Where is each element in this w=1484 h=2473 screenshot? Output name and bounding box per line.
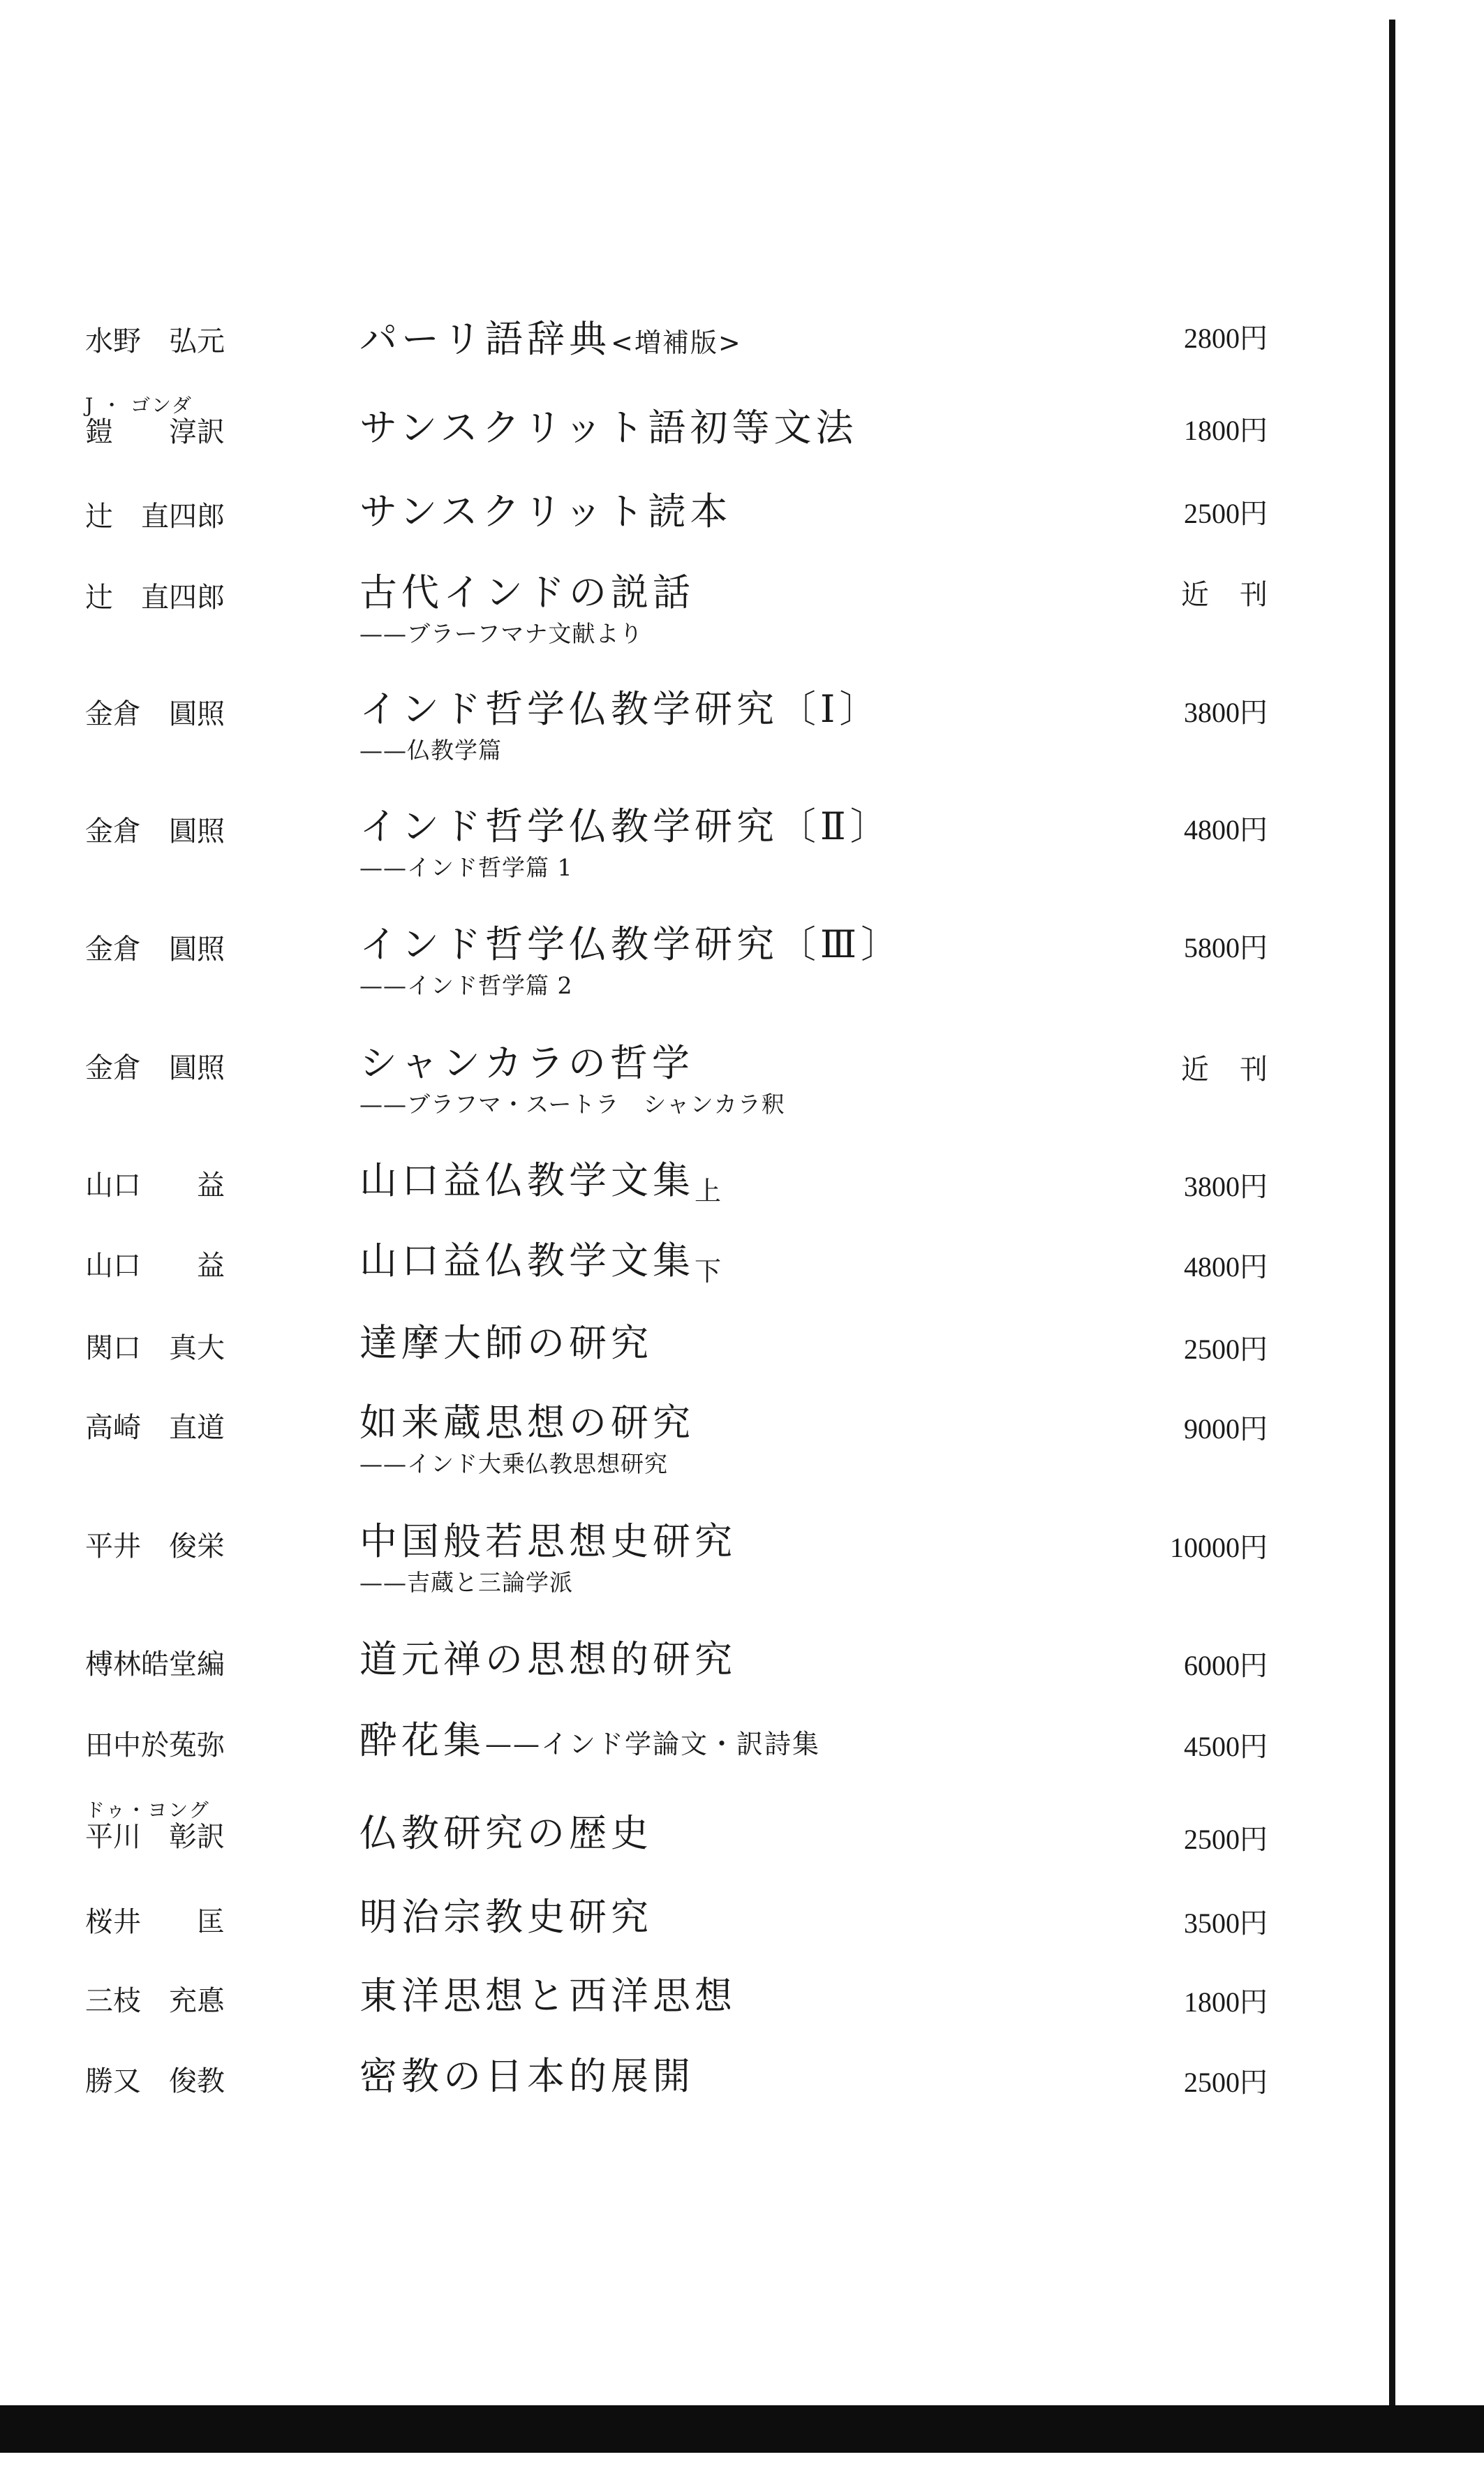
author-ruby: ドゥ・ヨング [85, 1799, 210, 1822]
price: 2500円 [1184, 1824, 1268, 1855]
author: 金倉 圓照 [85, 1052, 225, 1084]
book-title-suffix: ——インド学論文・訳詩集 [485, 1729, 821, 1759]
book-subtitle: ——インド大乗仏教思想研究 [359, 1450, 668, 1477]
author: 鎧 淳訳 [85, 416, 225, 448]
book-title: インド哲学仏教学研究〔Ⅰ〕 [359, 687, 882, 731]
price: 5800円 [1184, 932, 1268, 964]
price: 4500円 [1184, 1731, 1268, 1762]
book-title-suffix: <増補版> [611, 327, 742, 358]
price: 3800円 [1184, 1171, 1268, 1202]
price: 2500円 [1184, 2067, 1268, 2098]
book-title [359, 1159, 722, 1206]
author: 辻 直四郎 [85, 501, 225, 533]
author: 高崎 直道 [85, 1412, 225, 1444]
author: 勝又 俊教 [85, 2065, 225, 2097]
book-title: 東洋思想と西洋思想 [359, 1974, 736, 2018]
price: 2500円 [1184, 498, 1268, 529]
book-title-text: 山口益仏教学文集 [359, 1158, 695, 1202]
book-title: 中国般若思想史研究 [359, 1519, 736, 1563]
book-title: シャンカラの哲学 [359, 1041, 694, 1085]
book-title-text: 山口益仏教学文集 [359, 1239, 695, 1283]
volume-label: 下 [695, 1256, 723, 1287]
book-subtitle: ——ブラフマ・スートラ シャンカラ釈 [359, 1091, 785, 1118]
price: 4800円 [1184, 814, 1268, 846]
price: 2500円 [1184, 1334, 1268, 1365]
book-subtitle: ——仏教学篇 [359, 737, 502, 764]
book-title-text: パーリ語辞典 [359, 317, 611, 361]
price: 10000円 [1170, 1532, 1268, 1563]
book-title [359, 1719, 820, 1766]
book-subtitle: ——吉蔵と三論学派 [359, 1569, 573, 1596]
price: 近刊 [1181, 1054, 1298, 1085]
book-title [359, 318, 742, 364]
price: 3800円 [1184, 697, 1268, 728]
author: 田中於菟弥 [85, 1729, 225, 1762]
author: 三枝 充悳 [85, 1985, 225, 2017]
author: 金倉 圓照 [85, 698, 225, 730]
book-subtitle: ——インド哲学篇 2 [359, 972, 573, 999]
author: 榑林皓堂編 [85, 1648, 225, 1681]
book-title: インド哲学仏教学研究〔Ⅲ〕 [359, 922, 903, 966]
price: 9000円 [1184, 1413, 1268, 1445]
author: 金倉 圓照 [85, 933, 225, 966]
author: 平川 彰訳 [85, 1821, 225, 1853]
author: 金倉 圓照 [85, 815, 225, 848]
book-title: 明治宗教史研究 [359, 1895, 653, 1939]
book-title: 道元禅の思想的研究 [359, 1637, 736, 1681]
book-title: サンスクリット語初等文法 [359, 406, 858, 450]
price: 3500円 [1184, 1907, 1268, 1939]
book-title: 如来蔵思想の研究 [359, 1401, 695, 1445]
price: 近刊 [1181, 579, 1298, 610]
price: 1800円 [1184, 415, 1268, 446]
author: 桜井 匡 [85, 1906, 225, 1938]
book-title: 古代インドの説話 [359, 570, 695, 614]
author: 山口 益 [85, 1250, 225, 1282]
author: 関口 真大 [85, 1332, 225, 1364]
book-title: 仏教研究の歴史 [359, 1811, 653, 1855]
book-title-text: 酔花集 [359, 1718, 485, 1762]
author: 辻 直四郎 [85, 582, 225, 614]
price: 2800円 [1184, 323, 1268, 354]
price: 6000円 [1184, 1650, 1268, 1681]
book-title [359, 1239, 722, 1286]
author-ruby: J ・ ゴンダ [85, 394, 193, 417]
author: 山口 益 [85, 1169, 225, 1202]
book-subtitle: ——インド哲学篇 1 [359, 854, 573, 881]
price: 4800円 [1184, 1251, 1268, 1283]
book-title: サンスクリット読本 [359, 489, 732, 533]
book-title: インド哲学仏教学研究〔Ⅱ〕 [359, 804, 892, 848]
author: 平井 俊栄 [85, 1530, 225, 1563]
price: 1800円 [1184, 1986, 1268, 2018]
book-title: 密教の日本的展開 [359, 2054, 695, 2098]
book-title: 達摩大師の研究 [359, 1321, 653, 1365]
author: 水野 弘元 [85, 325, 225, 357]
volume-label: 上 [695, 1176, 723, 1206]
book-subtitle: ——ブラーフマナ文献より [359, 620, 644, 647]
